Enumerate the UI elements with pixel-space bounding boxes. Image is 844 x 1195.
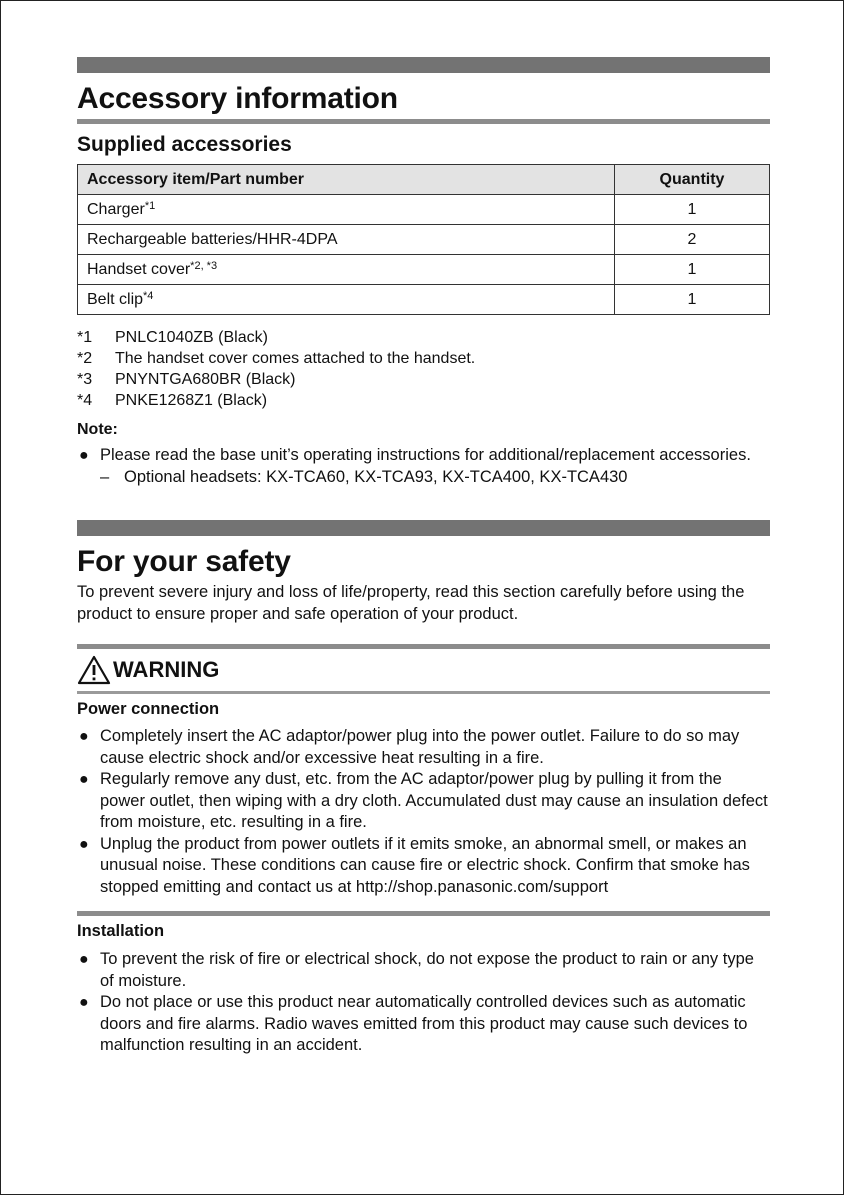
- note-subitem-text: Optional headsets: KX-TCA60, KX-TCA93, KX-TCA400, KX-TCA430: [124, 467, 628, 486]
- row-quantity: 1: [615, 255, 770, 285]
- item-label: Charger: [87, 200, 145, 218]
- section-top-bar: [77, 57, 770, 73]
- header-quantity: Quantity: [615, 165, 770, 195]
- installation-title: Installation: [77, 922, 165, 940]
- list-item-text: To prevent the risk of fire or electrical shock, do not expose the product to rain or any type of moisture.: [100, 950, 754, 990]
- footnote-text: The handset cover comes attached to the handset.: [115, 350, 476, 367]
- list-item: [77, 834, 770, 899]
- table-row: [78, 225, 770, 255]
- table-row: [78, 255, 770, 285]
- list-item: [77, 726, 770, 769]
- row-item: [78, 225, 615, 255]
- footnote-text: PNYNTGA680BR (Black): [115, 371, 296, 388]
- note-text: Please read the base unit’s operating instructions for additional/replacement accessories.: [100, 446, 751, 464]
- header-item: Accessory item/Part number: [78, 165, 615, 195]
- bullet-icon: ●: [79, 771, 89, 788]
- safety-title: For your safety: [77, 545, 291, 578]
- installation-list: [77, 949, 770, 1057]
- list-item: [77, 992, 770, 1057]
- warning-header: [77, 649, 770, 691]
- note-title: Note:: [77, 421, 118, 438]
- row-quantity: 1: [615, 195, 770, 225]
- item-label: Handset cover: [87, 260, 191, 278]
- bullet-icon: ●: [79, 951, 89, 968]
- footnote-mark: *3: [77, 371, 93, 388]
- safety-intro: To prevent severe injury and loss of life/property, read this section carefully before using the product to ensure proper and safe operation of your product.: [77, 583, 745, 623]
- footnote-text: PNLC1040ZB (Black): [115, 329, 268, 346]
- bullet-icon: ●: [79, 728, 89, 745]
- item-label: Belt clip: [87, 290, 144, 308]
- row-item: [78, 285, 615, 315]
- footnote: [77, 327, 770, 348]
- list-item-text: Regularly remove any dust, etc. from the AC adaptor/power plug by pulling it from the power outlet, then wiping with a dry cloth. Accumulated dust may cause an insulation defect from moisture, etc. resulting in a fire.: [100, 770, 768, 831]
- footnote-text: PNKE1268Z1 (Black): [115, 392, 268, 409]
- item-footnote-ref: *2, *3: [190, 259, 218, 272]
- warning-label: WARNING: [113, 657, 220, 682]
- dash-icon: –: [100, 467, 110, 486]
- accessory-title: Accessory information: [77, 82, 398, 115]
- footnote: [77, 348, 770, 369]
- page-content: [77, 57, 770, 1057]
- table-row: [78, 285, 770, 315]
- note-subitem: [77, 467, 770, 489]
- footnote-mark: *2: [77, 350, 93, 367]
- list-item-text: Completely insert the AC adaptor/power plug into the power outlet. Failure to do so may cause electric shock and/or excessive heat resulting in a fire.: [100, 727, 740, 767]
- footnote-mark: *4: [77, 392, 93, 409]
- table-row: [78, 195, 770, 225]
- table-header-row: [78, 165, 770, 195]
- footnote: [77, 369, 770, 390]
- note-item: [77, 445, 770, 467]
- item-footnote-ref: *1: [144, 199, 156, 212]
- row-quantity: 2: [615, 225, 770, 255]
- installation-rule: [77, 911, 770, 916]
- section-top-bar: [77, 520, 770, 536]
- list-item-text: Unplug the product from power outlets if it emits smoke, an abnormal smell, or makes an unusual noise. These conditions can cause fire or electric shock. Confirm that smoke has stopped emitting and contact us at http://shop.panasonic.com/support: [100, 834, 750, 896]
- warning-rule-bottom: [77, 691, 770, 694]
- row-quantity: 1: [615, 285, 770, 315]
- power-connection-list: [77, 726, 770, 898]
- list-item: [77, 949, 770, 992]
- bullet-icon: ●: [79, 447, 89, 464]
- supplied-accessories-title: Supplied accessories: [77, 133, 292, 156]
- list-item-text: Do not place or use this product near automatically controlled devices such as automatic doors and fire alarms. Radio waves emitted from this product may cause such devices to malfunction resulting in an accident.: [100, 993, 748, 1054]
- item-label: Rechargeable batteries/HHR-4DPA: [87, 230, 338, 248]
- footnotes: [77, 327, 770, 411]
- bullet-icon: ●: [79, 835, 89, 853]
- note-list: [77, 445, 770, 467]
- row-item: [78, 255, 615, 285]
- row-item: [78, 195, 615, 225]
- warning-triangle-icon: [77, 655, 111, 685]
- accessory-table: [77, 164, 770, 315]
- bullet-icon: ●: [79, 994, 89, 1011]
- section-rule: [77, 119, 770, 124]
- list-item: [77, 769, 770, 834]
- item-footnote-ref: *4: [143, 289, 154, 302]
- footnote-mark: *1: [77, 329, 93, 346]
- power-connection-title: Power connection: [77, 700, 220, 718]
- footnote: [77, 390, 770, 411]
